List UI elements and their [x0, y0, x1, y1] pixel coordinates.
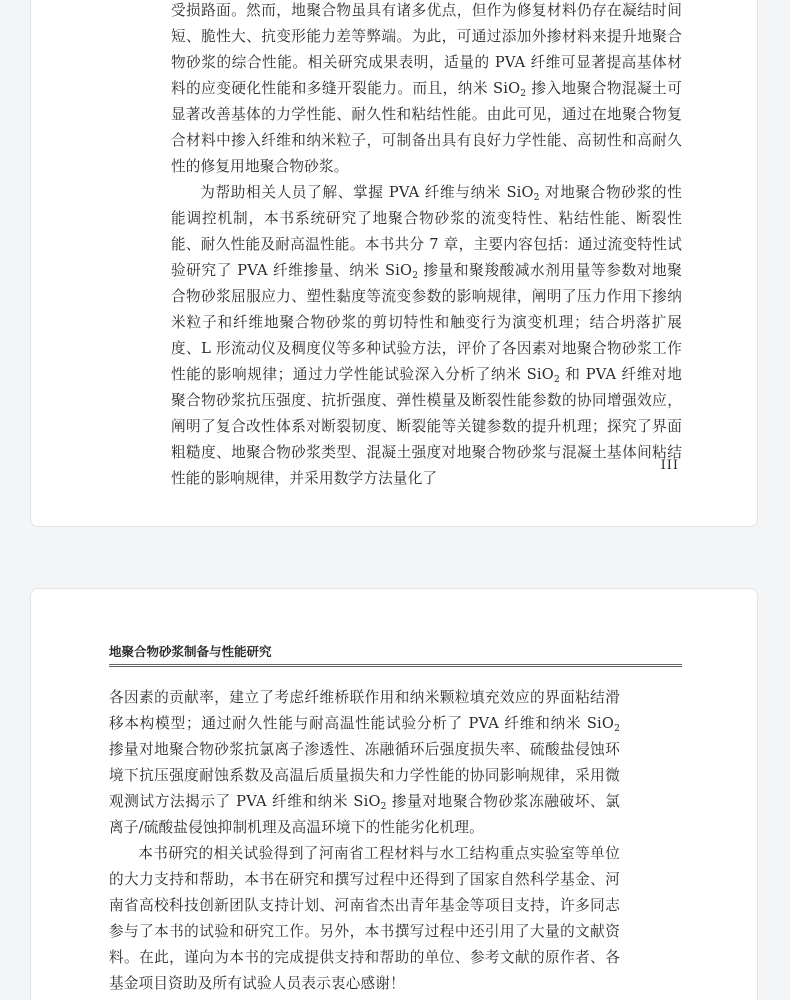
subscript: 2 — [520, 89, 527, 99]
subscript: 2 — [553, 375, 560, 385]
paragraph: 本书研究的相关试验得到了河南省工程材料与水工结构重点实验室等单位的大力支持和帮助，本书在研究和撰写过程中还得到了国家自然科学基金、河南省高校科技创新团队支持计划、河南省杰出青年基金等项目支持，许多同志参与了本书的试验和研究工作。另外，本书撰写过程中还引用了大量的文献资料。在此，谨向为本书的完成提供支持和帮助的单位、参考文献的原作者、各基金项目资助及所有试验人员表示衷心感谢！ — [109, 845, 620, 992]
page-preface-iv — [30, 588, 758, 1000]
running-header: 地聚合物砂浆制备与性能研究 — [109, 643, 682, 667]
paragraph: 受损路面。然而，地聚合物虽具有诸多优点，但作为修复材料仍存在凝结时间短、脆性大、抗变形能力差等弊端。为此，可通过添加外掺材料来提升地聚合物砂浆的综合性能。相关研究成果表明，适量的 PVA 纤维可显著提高基体材料的应变硬化性能和多缝开裂能力。而且，纳米 SiO$_2$ 掺入地聚合物混凝土可显著改善基体的力学性能、耐久性和粘结性能。由此可见，通过在地聚合物复合材料中掺入纤维和纳米粒子，可制备出具有良好力学性能、高韧性和高耐久性的修复用地聚合物砂浆。 — [171, 2, 682, 175]
page-body — [109, 685, 620, 997]
paragraph: 为帮助相关人员了解、掌握 PVA 纤维与纳米 SiO$_2$ 对地聚合物砂浆的性能调控机制，本书系统研究了地聚合物砂浆的流变特性、粘结性能、断裂性能、耐久性能及耐高温性能。本书共分 7 章，主要内容包括：通过流变特性试验研究了 PVA 纤维掺量、纳米 SiO$_2$ 掺量和聚羧酸减水剂用量等参数对地聚合物砂浆屈服应力、塑性黏度等流变参数的影响规律，阐明了压力作用下掺纳米粒子和纤维地聚合物砂浆的剪切特性和触变行为演变机理；结合坍落扩展度、L 形流动仪及稠度仪等多种试验方法，评价了各因素对地聚合物砂浆工作性能的影响规律；通过力学性能试验深入分析了纳米 SiO$_2$ 和 PVA 纤维对地聚合物砂浆抗压强度、抗折强度、弹性模量及断裂性能参数的协同增强效应，阐明了复合改性体系对断裂韧度、断裂能等关键参数的提升机理；探究了界面粗糙度、地聚合物砂浆类型、混凝土强度对地聚合物砂浆与混凝土基体间粘结性能的影响规律，并采用数学方法量化了 — [171, 184, 683, 487]
subscript: 2 — [614, 724, 620, 734]
page-preface-iii — [30, 0, 758, 527]
subscript: 2 — [380, 802, 387, 812]
paragraph: 各因素的贡献率，建立了考虑纤维桥联作用和纳米颗粒填充效应的界面粘结滑移本构模型；通过耐久性能与耐高温性能试验分析了 PVA 纤维和纳米 SiO$_2$ 掺量对地聚合物砂浆抗氯离子渗透性、冻融循环后强度损失率、硫酸盐侵蚀环境下抗压强度耐蚀系数及高温后质量损失和力学性能的协同影响规律，采用微观测试方法揭示了 PVA 纤维和纳米 SiO$_2$ 掺量对地聚合物砂浆冻融破坏、氯离子/硫酸盐侵蚀抑制机理及高温环境下的性能劣化机理。 — [109, 689, 621, 836]
subscript: 2 — [412, 271, 419, 281]
page-number: III — [660, 458, 679, 473]
subscript: 2 — [533, 193, 540, 203]
page-body — [171, 0, 682, 492]
